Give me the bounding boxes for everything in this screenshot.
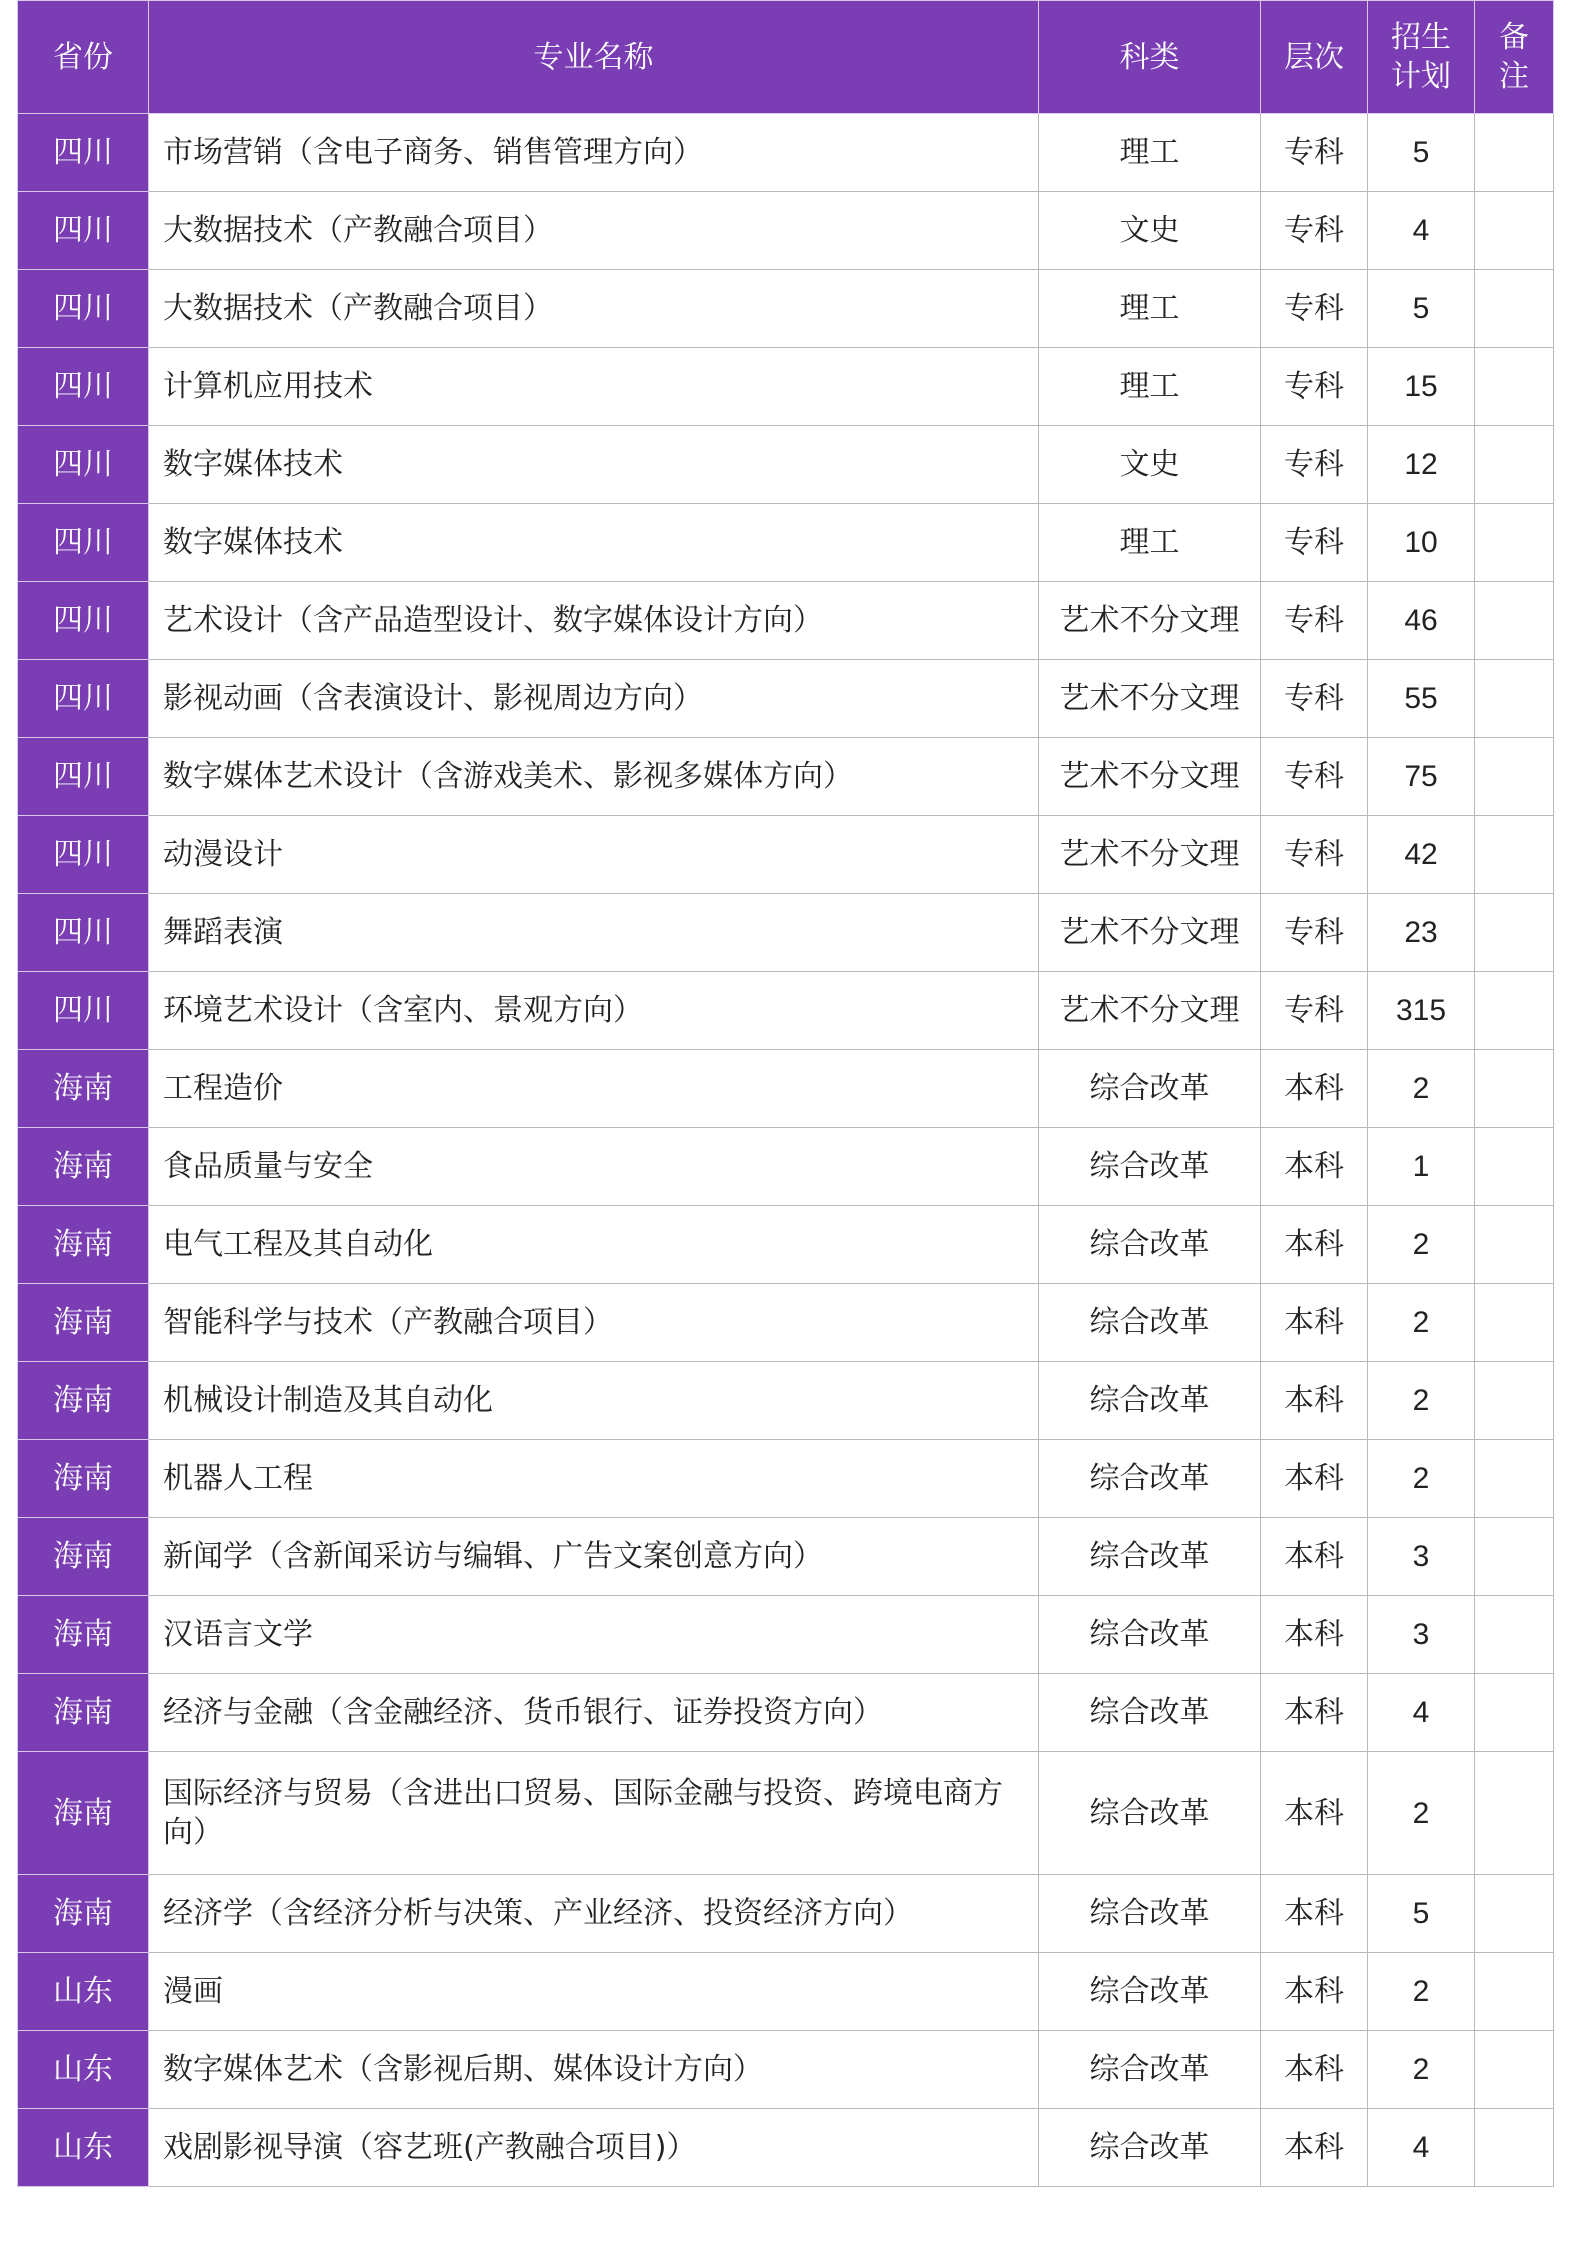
note-cell: [1475, 1128, 1554, 1206]
province-cell: 四川: [18, 114, 149, 192]
category-cell: 艺术不分文理: [1039, 972, 1261, 1050]
table-body: [18, 114, 1554, 2187]
major-cell: 数字媒体艺术设计（含游戏美术、影视多媒体方向）: [149, 738, 1039, 816]
major-cell: 戏剧影视导演（容艺班(产教融合项目)）: [149, 2109, 1039, 2187]
level-cell: 本科: [1261, 1284, 1368, 1362]
note-cell: [1475, 270, 1554, 348]
note-cell: [1475, 1206, 1554, 1284]
table-row: [18, 1284, 1554, 1362]
plan-cell: 12: [1368, 426, 1475, 504]
province-cell: 山东: [18, 2109, 149, 2187]
note-cell: [1475, 1440, 1554, 1518]
plan-cell: 15: [1368, 348, 1475, 426]
table-row: [18, 816, 1554, 894]
note-cell: [1475, 1362, 1554, 1440]
enrollment-plan-table: [17, 0, 1554, 2187]
category-cell: 理工: [1039, 504, 1261, 582]
plan-cell: 2: [1368, 1362, 1475, 1440]
note-cell: [1475, 114, 1554, 192]
level-cell: 本科: [1261, 1953, 1368, 2031]
level-cell: 本科: [1261, 1752, 1368, 1875]
province-cell: 四川: [18, 894, 149, 972]
note-cell: [1475, 1050, 1554, 1128]
province-cell: 四川: [18, 816, 149, 894]
major-cell: 机械设计制造及其自动化: [149, 1362, 1039, 1440]
table-row: [18, 1953, 1554, 2031]
major-cell: 国际经济与贸易（含进出口贸易、国际金融与投资、跨境电商方向）: [149, 1752, 1039, 1875]
level-cell: 本科: [1261, 2109, 1368, 2187]
note-cell: [1475, 192, 1554, 270]
category-cell: 理工: [1039, 114, 1261, 192]
table-row: [18, 1440, 1554, 1518]
level-cell: 专科: [1261, 972, 1368, 1050]
table-row: [18, 894, 1554, 972]
category-cell: 理工: [1039, 270, 1261, 348]
note-cell: [1475, 2031, 1554, 2109]
plan-cell: 315: [1368, 972, 1475, 1050]
category-cell: 综合改革: [1039, 1440, 1261, 1518]
level-cell: 专科: [1261, 270, 1368, 348]
plan-cell: 2: [1368, 2031, 1475, 2109]
note-cell: [1475, 738, 1554, 816]
level-cell: 专科: [1261, 426, 1368, 504]
note-cell: [1475, 426, 1554, 504]
category-cell: 理工: [1039, 348, 1261, 426]
table-row: [18, 660, 1554, 738]
table-row: [18, 192, 1554, 270]
category-cell: 综合改革: [1039, 1752, 1261, 1875]
header-province: 省份: [18, 1, 149, 114]
note-cell: [1475, 972, 1554, 1050]
major-cell: 数字媒体技术: [149, 504, 1039, 582]
note-cell: [1475, 582, 1554, 660]
province-cell: 山东: [18, 1953, 149, 2031]
level-cell: 本科: [1261, 1518, 1368, 1596]
province-cell: 海南: [18, 1206, 149, 1284]
major-cell: 漫画: [149, 1953, 1039, 2031]
level-cell: 专科: [1261, 504, 1368, 582]
plan-cell: 5: [1368, 114, 1475, 192]
table-row: [18, 1752, 1554, 1875]
note-cell: [1475, 1674, 1554, 1752]
plan-cell: 3: [1368, 1518, 1475, 1596]
plan-cell: 5: [1368, 270, 1475, 348]
level-cell: 专科: [1261, 738, 1368, 816]
category-cell: 文史: [1039, 426, 1261, 504]
table-row: [18, 348, 1554, 426]
plan-cell: 2: [1368, 1206, 1475, 1284]
plan-cell: 5: [1368, 1875, 1475, 1953]
province-cell: 四川: [18, 426, 149, 504]
category-cell: 文史: [1039, 192, 1261, 270]
plan-cell: 10: [1368, 504, 1475, 582]
category-cell: 综合改革: [1039, 1206, 1261, 1284]
major-cell: 大数据技术（产教融合项目）: [149, 192, 1039, 270]
table-row: [18, 504, 1554, 582]
note-cell: [1475, 1953, 1554, 2031]
major-cell: 工程造价: [149, 1050, 1039, 1128]
table-row: [18, 738, 1554, 816]
province-cell: 四川: [18, 270, 149, 348]
level-cell: 本科: [1261, 1596, 1368, 1674]
plan-cell: 75: [1368, 738, 1475, 816]
level-cell: 专科: [1261, 660, 1368, 738]
table-row: [18, 1362, 1554, 1440]
header-row: [18, 1, 1554, 114]
category-cell: 艺术不分文理: [1039, 738, 1261, 816]
major-cell: 市场营销（含电子商务、销售管理方向）: [149, 114, 1039, 192]
major-cell: 影视动画（含表演设计、影视周边方向）: [149, 660, 1039, 738]
plan-cell: 42: [1368, 816, 1475, 894]
major-cell: 经济学（含经济分析与决策、产业经济、投资经济方向）: [149, 1875, 1039, 1953]
header-plan: 招生计划: [1368, 1, 1475, 114]
note-cell: [1475, 894, 1554, 972]
note-cell: [1475, 816, 1554, 894]
note-cell: [1475, 660, 1554, 738]
header-category: 科类: [1039, 1, 1261, 114]
note-cell: [1475, 1875, 1554, 1953]
major-cell: 艺术设计（含产品造型设计、数字媒体设计方向）: [149, 582, 1039, 660]
level-cell: 本科: [1261, 1674, 1368, 1752]
category-cell: 综合改革: [1039, 2109, 1261, 2187]
province-cell: 海南: [18, 1362, 149, 1440]
plan-cell: 55: [1368, 660, 1475, 738]
category-cell: 艺术不分文理: [1039, 660, 1261, 738]
note-cell: [1475, 2109, 1554, 2187]
major-cell: 电气工程及其自动化: [149, 1206, 1039, 1284]
note-cell: [1475, 1752, 1554, 1875]
table-row: [18, 2109, 1554, 2187]
category-cell: 综合改革: [1039, 1050, 1261, 1128]
table-row: [18, 426, 1554, 504]
province-cell: 海南: [18, 1596, 149, 1674]
province-cell: 四川: [18, 582, 149, 660]
major-cell: 环境艺术设计（含室内、景观方向）: [149, 972, 1039, 1050]
level-cell: 本科: [1261, 1362, 1368, 1440]
plan-cell: 46: [1368, 582, 1475, 660]
header-note: 备注: [1475, 1, 1554, 114]
province-cell: 四川: [18, 348, 149, 426]
major-cell: 食品质量与安全: [149, 1128, 1039, 1206]
major-cell: 经济与金融（含金融经济、货币银行、证券投资方向）: [149, 1674, 1039, 1752]
province-cell: 山东: [18, 2031, 149, 2109]
table-row: [18, 1206, 1554, 1284]
major-cell: 汉语言文学: [149, 1596, 1039, 1674]
header-major: 专业名称: [149, 1, 1039, 114]
plan-cell: 2: [1368, 1440, 1475, 1518]
level-cell: 专科: [1261, 114, 1368, 192]
major-cell: 机器人工程: [149, 1440, 1039, 1518]
major-cell: 计算机应用技术: [149, 348, 1039, 426]
table-row: [18, 2031, 1554, 2109]
province-cell: 四川: [18, 660, 149, 738]
header-level: 层次: [1261, 1, 1368, 114]
table-row: [18, 1050, 1554, 1128]
category-cell: 综合改革: [1039, 1284, 1261, 1362]
note-cell: [1475, 1284, 1554, 1362]
level-cell: 专科: [1261, 582, 1368, 660]
major-cell: 舞蹈表演: [149, 894, 1039, 972]
category-cell: 综合改革: [1039, 1875, 1261, 1953]
category-cell: 综合改革: [1039, 1128, 1261, 1206]
province-cell: 海南: [18, 1128, 149, 1206]
category-cell: 综合改革: [1039, 1596, 1261, 1674]
level-cell: 专科: [1261, 192, 1368, 270]
level-cell: 本科: [1261, 1206, 1368, 1284]
table-row: [18, 1518, 1554, 1596]
plan-cell: 2: [1368, 1752, 1475, 1875]
category-cell: 综合改革: [1039, 1362, 1261, 1440]
plan-cell: 4: [1368, 2109, 1475, 2187]
level-cell: 本科: [1261, 2031, 1368, 2109]
major-cell: 动漫设计: [149, 816, 1039, 894]
table-row: [18, 1875, 1554, 1953]
note-cell: [1475, 1596, 1554, 1674]
province-cell: 海南: [18, 1050, 149, 1128]
level-cell: 本科: [1261, 1128, 1368, 1206]
plan-cell: 4: [1368, 192, 1475, 270]
major-cell: 新闻学（含新闻采访与编辑、广告文案创意方向）: [149, 1518, 1039, 1596]
plan-cell: 2: [1368, 1953, 1475, 2031]
province-cell: 海南: [18, 1284, 149, 1362]
major-cell: 数字媒体艺术（含影视后期、媒体设计方向）: [149, 2031, 1039, 2109]
province-cell: 四川: [18, 738, 149, 816]
province-cell: 四川: [18, 192, 149, 270]
note-cell: [1475, 1518, 1554, 1596]
category-cell: 综合改革: [1039, 1674, 1261, 1752]
table-header: [18, 1, 1554, 114]
note-cell: [1475, 348, 1554, 426]
province-cell: 海南: [18, 1440, 149, 1518]
province-cell: 海南: [18, 1752, 149, 1875]
major-cell: 数字媒体技术: [149, 426, 1039, 504]
province-cell: 四川: [18, 972, 149, 1050]
plan-cell: 1: [1368, 1128, 1475, 1206]
plan-cell: 2: [1368, 1050, 1475, 1128]
category-cell: 艺术不分文理: [1039, 816, 1261, 894]
province-cell: 海南: [18, 1674, 149, 1752]
table-row: [18, 270, 1554, 348]
plan-cell: 3: [1368, 1596, 1475, 1674]
province-cell: 海南: [18, 1518, 149, 1596]
level-cell: 专科: [1261, 348, 1368, 426]
category-cell: 艺术不分文理: [1039, 582, 1261, 660]
major-cell: 大数据技术（产教融合项目）: [149, 270, 1039, 348]
table-row: [18, 1674, 1554, 1752]
table-row: [18, 1596, 1554, 1674]
table-row: [18, 972, 1554, 1050]
category-cell: 艺术不分文理: [1039, 894, 1261, 972]
province-cell: 海南: [18, 1875, 149, 1953]
level-cell: 本科: [1261, 1875, 1368, 1953]
category-cell: 综合改革: [1039, 1953, 1261, 2031]
major-cell: 智能科学与技术（产教融合项目）: [149, 1284, 1039, 1362]
level-cell: 本科: [1261, 1050, 1368, 1128]
category-cell: 综合改革: [1039, 2031, 1261, 2109]
level-cell: 专科: [1261, 894, 1368, 972]
level-cell: 专科: [1261, 816, 1368, 894]
plan-cell: 2: [1368, 1284, 1475, 1362]
plan-cell: 23: [1368, 894, 1475, 972]
province-cell: 四川: [18, 504, 149, 582]
table-row: [18, 1128, 1554, 1206]
table-row: [18, 582, 1554, 660]
level-cell: 本科: [1261, 1440, 1368, 1518]
note-cell: [1475, 504, 1554, 582]
category-cell: 综合改革: [1039, 1518, 1261, 1596]
plan-cell: 4: [1368, 1674, 1475, 1752]
table-row: [18, 114, 1554, 192]
